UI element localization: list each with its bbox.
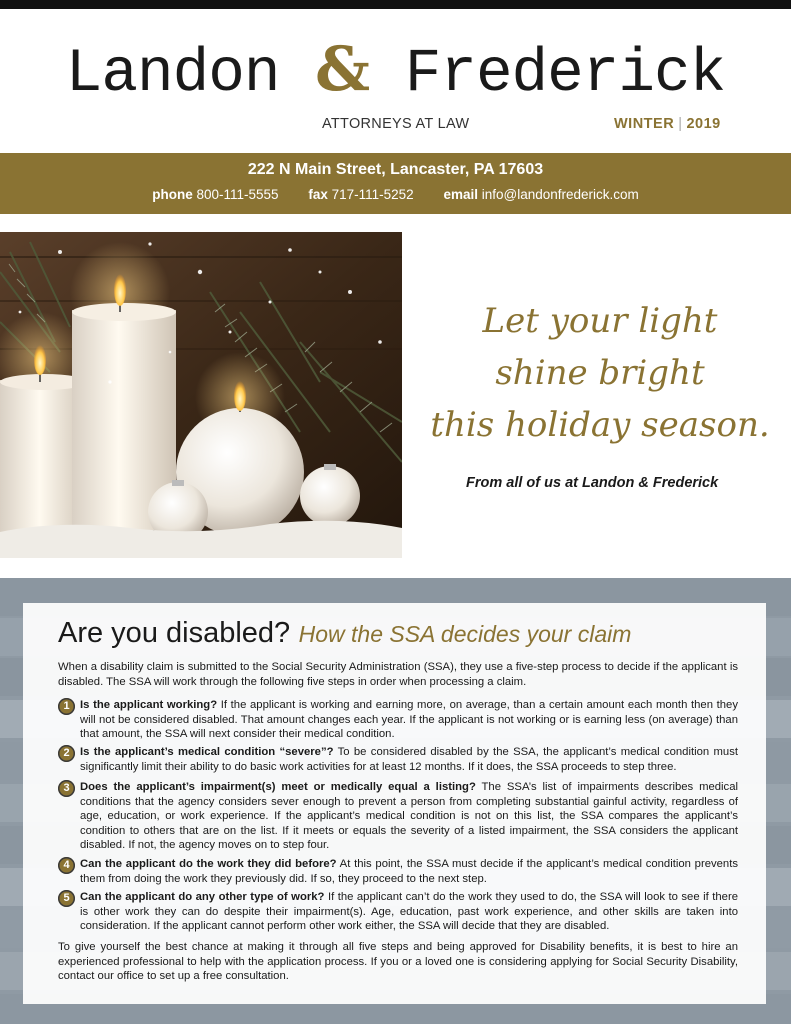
firm-subtitle: ATTORNEYS AT LAW [322,116,470,132]
step-text: At this point, the SSA must decide if the applicant’s medical condition prevents them from doing the work they previously did. If so, they proceed to the next step. [80,858,738,885]
masthead-logo [0,30,791,115]
holiday-signoff: From all of us at Landon & Frederick [466,475,719,491]
logo-name-left: Landon [65,40,280,109]
email-address[interactable]: info@landonfrederick.com [481,187,639,202]
article-closing: To give yourself the best chance at making it through all five steps and being approved for Disability benefits, it is best to hire an experienced professional to help with the application process. If you or a loved one is considering applying for Social Security Disability, contact our office to set up a free consultation. [58,941,738,982]
fax-label: fax [308,187,328,202]
edition-divider: | [678,116,683,132]
step-item-3 [58,780,738,853]
step-number-badge: 2 [58,745,75,762]
logo-ampersand: & [315,34,370,105]
holiday-greeting [430,295,770,451]
step-text: To be considered disabled by the SSA, the applicant’s medical condition must significantly limit their ability to do basic work activities for at least 12 months. If it does, the SSA proceeds to step three. [80,746,738,773]
step-item-5 [58,890,738,934]
greeting-line-1: Let your light [482,301,718,341]
step-text: The SSA’s list of impairments describes medical conditions that the agency considers sever enough to prevent a person from completing substantial gainful activity, regardless of age, education, or work experience. If the applicant’s medical condition is not on this list, the SSA compares the applicant’s condition to others that are on the list. If it meets or equals the severity of a listed impairment, the SSA considers the applicant disabled. If not, the agency moves on to step four. [80,781,738,851]
contact-bar [0,153,791,214]
step-number-badge: 1 [58,698,75,715]
step-number-badge: 4 [58,857,75,874]
edition-year: 2019 [686,116,721,132]
logo-name-right: Frederick [404,40,726,109]
email-label: email [443,187,478,202]
step-question: Is the applicant’s medical condition “severe”? [80,746,334,758]
step-question: Can the applicant do any other type of work? [80,891,325,903]
step-question: Can the applicant do the work they did before? [80,858,337,870]
phone-label: phone [152,187,193,202]
edition-season: WINTER [614,116,675,132]
article-intro: When a disability claim is submitted to the Social Security Administration (SSA), they use a five-step process to decide if the applicant is disabled. The SSA will work through the following five steps in order when processing a claim. [58,661,738,688]
fax-number: 717-111-5252 [331,187,414,202]
article-title: Are you disabled? [58,617,291,649]
step-text: If the applicant is working and earning more, on average, than a certain amount each month then they will not be considered disabled. That amount changes each year. If the applicant is not working or is earning less (on average) than that amount, the SSA will next consider their medical condition. [80,699,738,740]
edition-label [614,116,721,132]
article-subtitle: How the SSA decides your claim [298,621,632,647]
phone-number[interactable]: 800-111-5555 [196,187,279,202]
contact-details [0,187,791,202]
step-number-badge: 3 [58,780,75,797]
step-question: Does the applicant’s impairment(s) meet or medically equal a listing? [80,781,476,793]
step-number-badge: 5 [58,890,75,907]
candles-photo [0,232,402,558]
office-address: 222 N Main Street, Lancaster, PA 17603 [247,161,544,178]
article-heading [58,617,631,650]
step-question: Is the applicant working? [80,699,218,711]
step-item-2 [58,745,738,774]
step-item-1 [58,698,738,742]
top-bar [0,0,791,9]
step-text: If the applicant can’t do the work they used to do, the SSA will look to see if there is other work they can do despite their impairment(s). Age, education, past work experience, and other skills are taken into consideration. If the applicant cannot perform other work either, the SSA will decide that they are disabled. [80,891,738,932]
greeting-line-2: shine bright [495,353,705,393]
step-item-4 [58,857,738,886]
greeting-line-3: this holiday season. [430,405,770,445]
